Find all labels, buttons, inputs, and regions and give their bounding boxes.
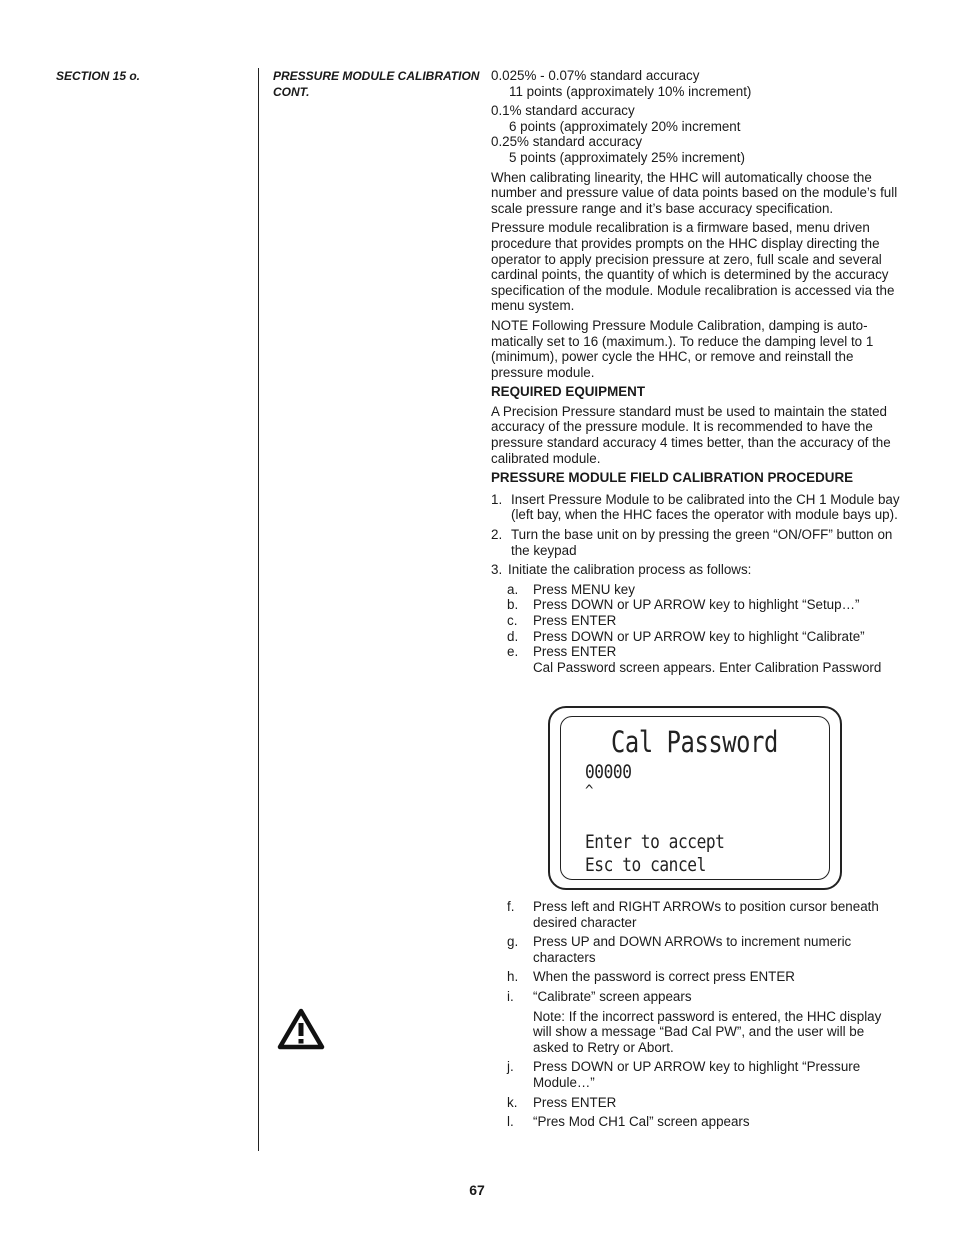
procedure-heading: PRESSURE MODULE FIELD CALIBRATION PROCEDURE — [491, 470, 854, 486]
substep-text: “Calibrate” screen appears — [533, 988, 692, 1004]
step-number: 2. — [491, 527, 503, 543]
substep-text: Press ENTER — [533, 1094, 617, 1110]
substep-item — [491, 899, 903, 930]
substep-text: Press ENTER — [533, 644, 617, 660]
accuracy-spec: 0.1% standard accuracy — [491, 103, 635, 119]
substep-item — [491, 597, 903, 613]
topic-heading-line2: CONT. — [273, 85, 310, 99]
accuracy-points: 6 points (approximately 20% increment — [509, 118, 741, 134]
substep-item — [491, 1095, 903, 1111]
substeps-continued — [491, 899, 903, 1130]
column-divider — [258, 68, 259, 1151]
topic-heading — [273, 68, 479, 100]
step-item — [491, 492, 903, 523]
lcd-cursor: ^ — [585, 783, 593, 799]
step-text: Insert Pressure Module to be calibrated into the CH 1 Module bay (left bay, when the HHC faces the operator with module bays up). — [511, 491, 900, 523]
substep-item — [491, 989, 903, 1005]
section-label: SECTION 15 o. — [56, 69, 141, 83]
lcd-screen — [560, 716, 830, 880]
required-equipment-paragraph: A Precision Pressure standard must be used to maintain the stated accuracy of the pressure module. It is recommended to have the pressure standard accuracy 4 times better, than the accuracy of the calibrated module. — [491, 403, 891, 466]
substep-text: Press MENU key — [533, 581, 635, 597]
lcd-cancel-line: Esc to cancel — [585, 854, 706, 876]
accuracy-item — [491, 103, 903, 134]
substep-text: Press DOWN or UP ARROW key to highlight “Pressure Module…” — [533, 1059, 861, 1090]
substep-note — [491, 1009, 903, 1056]
substep-letter: a. — [507, 581, 519, 597]
step-item — [491, 562, 903, 578]
step-text: Initiate the calibration process as follows: — [508, 562, 752, 578]
substep-note-text: Cal Password screen appears. Enter Calibration Password — [533, 659, 882, 675]
substep-item — [491, 969, 903, 985]
lcd-display — [548, 706, 842, 890]
lcd-title: Cal Password — [611, 725, 778, 759]
substep-letter: k. — [507, 1094, 518, 1110]
substep-text: Press UP and DOWN ARROWs to increment numeric characters — [533, 934, 852, 965]
substep-text: Note: If the incorrect password is entered, the HHC display will show a message “Bad Cal PW”, and the user will be asked to Retry or Abort. — [533, 1008, 882, 1055]
substep-letter: d. — [507, 628, 519, 644]
warning-triangle-icon — [277, 1008, 325, 1050]
substep-letter: c. — [507, 613, 518, 628]
accuracy-spec: 0.025% - 0.07% standard accuracy — [491, 68, 700, 83]
substep-item — [491, 629, 903, 645]
substep-letter: e. — [507, 644, 519, 660]
accuracy-spec: 0.25% standard accuracy — [491, 134, 643, 150]
substep-item — [491, 1114, 903, 1130]
substep-item — [491, 644, 903, 660]
substep-letter: j. — [507, 1059, 514, 1075]
substep-item — [491, 1059, 903, 1090]
lcd-accept-line: Enter to accept — [585, 831, 725, 853]
lcd-password-value: 00000 — [585, 761, 632, 783]
step-number: 3. — [491, 562, 503, 578]
topic-heading-line1: PRESSURE MODULE CALIBRATION — [273, 69, 480, 83]
substep-text: “Pres Mod CH1 Cal” screen appears — [533, 1114, 750, 1130]
accuracy-points: 11 points (approximately 10% increment) — [509, 83, 752, 99]
accuracy-points: 5 points (approximately 25% increment) — [509, 149, 745, 165]
substep-text: Press DOWN or UP ARROW key to highlight “Setup…” — [533, 597, 860, 613]
note-paragraph: NOTE Following Pressure Module Calibration, damping is auto-matically set to 16 (maximum.). To reduce the damping level to 1 (minimum), power cycle the HHC, or remove and reinstall the pressure module. — [491, 317, 874, 380]
substep-text: Press left and RIGHT ARROWs to position cursor beneath desired character — [533, 899, 879, 930]
substep-text: Press ENTER — [533, 613, 617, 628]
recalibration-paragraph: Pressure module recalibration is a firmware based, menu driven procedure that provides prompts on the HHC display directing the operator to apply precision pressure at zero, full scale and several cardinal points, the quantity of which is determined by the accuracy specification of the module. Module recalibration is accessed via the menu system. — [491, 220, 895, 314]
step-text: Turn the base unit on by pressing the green “ON/OFF” button on the keypad — [511, 527, 893, 558]
accuracy-item — [491, 68, 903, 99]
substep-text: Press DOWN or UP ARROW key to highlight “Calibrate” — [533, 628, 865, 644]
step-number: 1. — [491, 491, 503, 507]
required-equipment-heading: REQUIRED EQUIPMENT — [491, 384, 646, 400]
substep-letter — [507, 1009, 533, 1056]
main-content — [491, 68, 903, 675]
substep-item — [491, 613, 903, 629]
substep-letter: h. — [507, 969, 519, 985]
page-number: 67 — [469, 1182, 485, 1198]
substep-letter: f. — [507, 899, 515, 914]
step-item — [491, 527, 903, 558]
substep-letter: l. — [507, 1114, 514, 1130]
accuracy-item — [491, 134, 903, 165]
substep-item — [491, 934, 903, 965]
linearity-paragraph: When calibrating linearity, the HHC will automatically choose the number and pressure value of data points based on the module’s full scale pressure range and it’s base accuracy specification. — [491, 169, 898, 216]
substep-text: When the password is correct press ENTER — [533, 969, 795, 985]
substep-note — [491, 660, 903, 676]
substep-item — [491, 582, 903, 598]
substep-letter: b. — [507, 597, 519, 613]
substep-letter: g. — [507, 934, 519, 950]
substep-letter: i. — [507, 988, 514, 1004]
